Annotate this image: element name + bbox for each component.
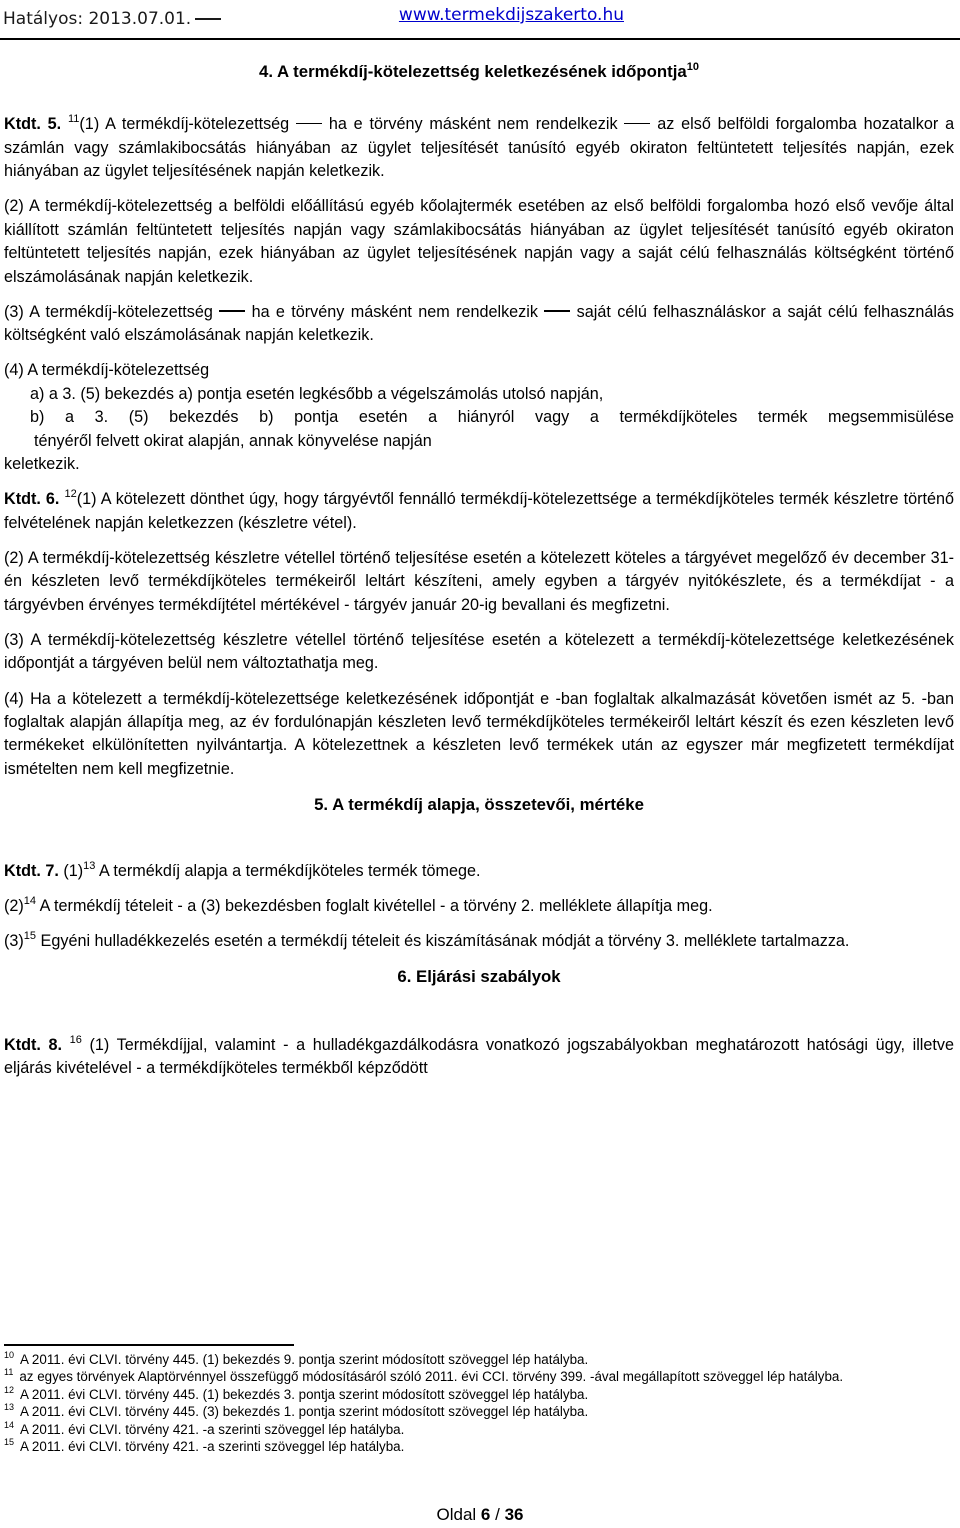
ktdt8-para1: [4, 1034, 954, 1081]
ktdt7-p2-text: A termékdíj tételeit - a (3) bekezdésben foglalt kivétellel - a törvény 2. melléklete állapítja meg.: [39, 896, 713, 915]
footnote-number: 11: [4, 1367, 14, 1378]
footnote-13: [4, 1403, 954, 1420]
page-label: Oldal: [436, 1505, 477, 1524]
ktdt6-p1-text: (1) A kötelezett dönthet úgy, hogy tárgyévtől fennálló termékdíj-kötelezettsége a termékdíjköteles termék készletre történő felvételének napján keletkezzen (készletre vétel).: [4, 490, 954, 532]
ktdt7-p3-text: Egyéni hulladékkezelés esetén a termékdíj tételeit és kiszámításának módját a törvény 3. melléklete tartalmazza.: [40, 931, 850, 950]
ktdt6-para4: (4) Ha a kötelezett a termékdíj-kötelezettsége keletkezésének időpontját e -ban foglaltak alkalmazását követően ismét az 5. -ban foglaltak alapján állapítja meg, az év fordulónapján készleten levő termékdíjköteles termékeiről leltárt készít és ezen készleten levő termékeket elkülönítetten nyilvántartja. A kötelezettnek a készleten levő termékek után az egyszer már megfizetett termékdíjat ismételten nem kell megfizetnie.: [4, 689, 954, 778]
em-dash: [219, 310, 245, 312]
page-number: 6: [480, 1505, 491, 1524]
ktdt7-para2: [4, 895, 954, 918]
footnotes: [4, 1351, 954, 1455]
footnote-text: A 2011. évi CLVI. törvény 421. -a szerinti szöveggel lép hatályba.: [20, 1439, 405, 1455]
footnote-text: A 2011. évi CLVI. törvény 421. -a szerinti szöveggel lép hatályba.: [20, 1421, 405, 1437]
page-footer: [0, 1505, 960, 1525]
page-separator: /: [495, 1505, 500, 1524]
ktdt7-para1: [4, 860, 954, 883]
site-link[interactable]: www.termekdijszakerto.hu: [398, 5, 624, 25]
footnote-12: [4, 1386, 954, 1403]
footnote-ref-12[interactable]: 12: [64, 488, 77, 501]
footnote-14: [4, 1421, 954, 1438]
footnote-15: [4, 1438, 954, 1455]
ktdt5-p3-c: saját célú felhasználáskor a saját célú felhasználás költségként való elszámolásának napján keletkezik.: [4, 302, 955, 345]
em-dash: [544, 310, 570, 312]
footnote-11: [4, 1368, 954, 1385]
ktdt5-para2: (2) A termékdíj-kötelezettség a belföldi előállítású egyéb kőolajtermék esetében az első belföldi forgalomba hozó első vevője által kiállított számlán feltüntetett teljesítés napján vagy számlakibocsátás hiányában az ügylet teljesítését tanúsító egyéb okiraton feltüntetett teljesítés napján, ezek hiányában az ügylet teljesítésének napján vagy a saját célú felhasználás költségként történő elszámolásának napján keletkezik.: [4, 197, 954, 286]
footnote-text: A 2011. évi CLVI. törvény 445. (3) bekezdés 1. pontja szerint módosított szöveggel lép hatályba.: [20, 1404, 589, 1420]
page-total: 36: [504, 1505, 524, 1524]
header-dash: [195, 18, 221, 20]
footnote-number: 12: [4, 1384, 15, 1395]
ktdt6-label: Ktdt. 6.: [4, 490, 60, 509]
footnote-ref-11[interactable]: 11: [68, 113, 80, 126]
footnote-ref-14[interactable]: 14: [23, 894, 37, 907]
ktdt5-para4-intro: (4) A termékdíj-kötelezettség: [4, 361, 210, 380]
section-5-heading: 5. A termékdíj alapja, összetevői, mértéke: [314, 795, 644, 815]
ktdt7-p2-num: (2): [4, 896, 24, 915]
footnote-number: 13: [4, 1402, 15, 1413]
ktdt8-label: Ktdt. 8.: [4, 1035, 62, 1054]
footnote-number: 15: [4, 1437, 15, 1448]
ktdt5-p1-a: (1) A termékdíj-kötelezettség: [79, 115, 290, 134]
ktdt7-p1-text: A termékdíj alapja a termékdíjköteles termék tömege.: [99, 861, 481, 880]
footnote-10: [4, 1351, 954, 1368]
footnote-separator: [4, 1344, 294, 1346]
ktdt7-p1-num: (1): [63, 861, 84, 880]
ktdt5-para4-end: keletkezik.: [4, 455, 80, 474]
ktdt6-para1: [4, 488, 954, 535]
page-header: [0, 0, 960, 40]
section-4-heading: [4, 60, 954, 83]
ktdt7-label: Ktdt. 7.: [4, 861, 59, 880]
ktdt5-para4-b2: tényéről felvett okirat alapján, annak könyvelése napján: [34, 431, 432, 450]
section-4-title: 4. A termékdíj-kötelezettség keletkezésének időpontja: [258, 62, 687, 81]
footnote-ref-13[interactable]: 13: [83, 859, 96, 872]
ktdt6-para3: (3) A termékdíj-kötelezettség készletre vétellel történő teljesítése esetén a kötelezett a termékdíj-kötelezettsége keletkezésének időpontját a tárgyéven belül nem változtathatja meg.: [4, 630, 954, 673]
footnote-ref-15[interactable]: 15: [23, 929, 37, 942]
ktdt7-p3-num: (3): [4, 931, 24, 950]
effective-date: [3, 9, 221, 29]
ktdt5-label: Ktdt. 5.: [4, 115, 62, 134]
footnote-number: 10: [4, 1350, 15, 1360]
footnote-ref-10[interactable]: 10: [686, 61, 699, 73]
ktdt5-para1: [4, 113, 954, 183]
effective-date-text: Hatályos: 2013.07.01.: [3, 9, 192, 29]
em-dash: [624, 123, 650, 125]
header-rule: [0, 38, 960, 40]
ktdt5-p3-b: ha e törvény másként nem rendelkezik: [251, 302, 538, 321]
ktdt5-para4-a: a) a 3. (5) bekezdés a) pontja esetén legkésőbb a végelszámolás utolsó napján,: [30, 384, 604, 403]
ktdt7-para3: [4, 930, 954, 953]
footnote-text: A 2011. évi CLVI. törvény 445. (1) bekezdés 3. pontja szerint módosított szöveggel lép hatályba.: [20, 1386, 589, 1402]
ktdt5-p1-c: az első belföldi forgalomba hozatalkor a számlán vagy számlakibocsátás hiányában az ügylet teljesítését tanúsító egyéb okiraton feltüntetett teljesítés napján, ezek hiányában az ügylet teljesítésének napján keletkezik.: [4, 115, 955, 181]
ktdt6-para2: (2) A termékdíj-kötelezettség készletre vétellel történő teljesítése esetén a kötelezett köteles a tárgyévet megelőző év december 31-én készleten levő termékdíjköteles termékeiről leltárt készíteni, amely egyben a tárgyév nyitókészlete, és a termékdíjat - a tárgyévben érvényes termékdíjtétel mértékével - tárgyév január 20-ig bevallani és megfizetni.: [4, 548, 954, 614]
footnote-text: az egyes törvények Alaptörvénnyel összefüggő módosításáról szóló 2011. évi CCI. törvény 399. -ával megállapított szöveggel lép hatályba.: [19, 1369, 844, 1385]
ktdt5-para3: [4, 301, 954, 348]
ktdt8-p1-text: (1) Termékdíjjal, valamint - a hulladékgazdálkodásra vonatkozó jogszabályokban meghatározott hatósági ügy, illetve eljárás kivételével - a termékdíjköteles termékből képződött: [4, 1035, 954, 1077]
section-6-heading: 6. Eljárási szabályok: [397, 967, 561, 987]
em-dash: [296, 123, 322, 125]
footnote-number: 14: [4, 1419, 15, 1430]
footnote-text: A 2011. évi CLVI. törvény 445. (1) bekezdés 9. pontja szerint módosított szöveggel lép hatályba.: [20, 1352, 589, 1367]
footnote-ref-16[interactable]: 16: [69, 1033, 82, 1046]
ktdt5-p3-a: (3) A termékdíj-kötelezettség: [4, 302, 213, 321]
ktdt5-p1-b: ha e törvény másként nem rendelkezik: [328, 115, 618, 134]
ktdt5-para4-b1: b) a 3. (5) bekezdés b) pontja esetén a hiányról vagy a termékdíjköteles termék megsemmisülése: [30, 408, 954, 427]
document-body: [4, 60, 954, 1092]
